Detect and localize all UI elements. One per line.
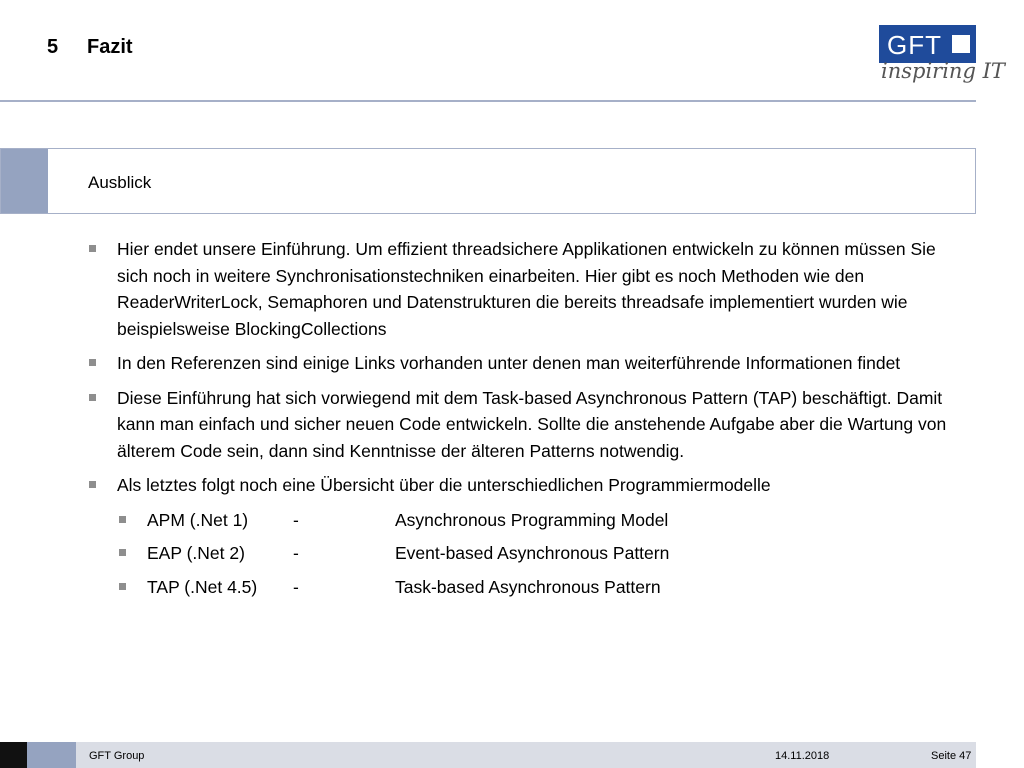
square-bullet-icon: [119, 549, 126, 556]
footer-accent-block: [27, 742, 76, 768]
logo-tagline: inspiring IT: [881, 59, 1005, 83]
section-accent-block: [1, 149, 48, 213]
bullet-item: [87, 385, 967, 465]
square-bullet-icon: [89, 245, 96, 252]
footer-date: 14.11.2018: [775, 750, 830, 762]
footer-page-number: Seite 47: [931, 750, 972, 762]
bullet-item: [87, 236, 967, 342]
square-bullet-icon: [119, 516, 126, 523]
slide-content: [87, 236, 967, 607]
section-number: 5: [47, 36, 59, 58]
programming-models-list: [117, 507, 967, 600]
model-dash: -: [293, 543, 299, 563]
square-bullet-icon: [119, 583, 126, 590]
logo-box: [879, 25, 976, 63]
logo-square-icon: [952, 35, 970, 53]
footer-black-block: [0, 742, 27, 768]
square-bullet-icon: [89, 394, 96, 401]
model-item-eap: [117, 540, 967, 566]
bullet-item: [87, 472, 967, 499]
bullet-text: In den Referenzen sind einige Links vorhanden unter denen man weiterführende Informationen findet: [117, 353, 901, 373]
model-description: Task-based Asynchronous Pattern: [395, 576, 661, 597]
model-description: Event-based Asynchronous Pattern: [395, 543, 670, 563]
section-label: Ausblick: [88, 173, 152, 192]
square-bullet-icon: [89, 481, 96, 488]
model-dash: -: [293, 509, 299, 530]
bullet-text: Hier endet unsere Einführung. Um effizient threadsichere Applikationen entwickeln zu können müssen Sie sich noch in weitere Synchronisationstechniken einarbeiten. Hier gibt es noch Methoden wie den ReaderWriterLock, Semaphoren und Datenstrukturen die bereits threadsafe implementiert wurden wie beispielsweise BlockingCollections: [117, 239, 936, 339]
model-dash: -: [293, 576, 299, 597]
footer-company: GFT Group: [89, 750, 145, 762]
model-description: Asynchronous Programming Model: [395, 509, 669, 530]
model-name: APM (.Net 1): [147, 509, 249, 530]
footer-bar: [0, 742, 976, 768]
logo-text: GFT: [887, 30, 942, 60]
bullet-item: [87, 350, 967, 377]
bullet-text: Als letztes folgt noch eine Übersicht über die unterschiedlichen Programmiermodelle: [117, 475, 771, 495]
model-name: TAP (.Net 4.5): [147, 576, 258, 597]
gft-logo: [879, 25, 1005, 95]
header-divider: [0, 100, 976, 102]
section-header-bar: [0, 148, 976, 214]
bullet-text: Diese Einführung hat sich vorwiegend mit dem Task-based Asynchronous Pattern (TAP) beschäftigt. Damit kann man einfach und sicher neuen Code entwickeln. Sollte die anstehende Aufgabe aber die Wartung von älterem Code sein, dann sind Kenntnisse der älteren Patterns notwendig.: [117, 387, 947, 461]
page-title: Fazit: [87, 36, 133, 58]
square-bullet-icon: [89, 359, 96, 366]
model-item-tap: [117, 574, 967, 600]
model-item-apm: [117, 507, 967, 533]
model-name: EAP (.Net 2): [147, 543, 245, 563]
